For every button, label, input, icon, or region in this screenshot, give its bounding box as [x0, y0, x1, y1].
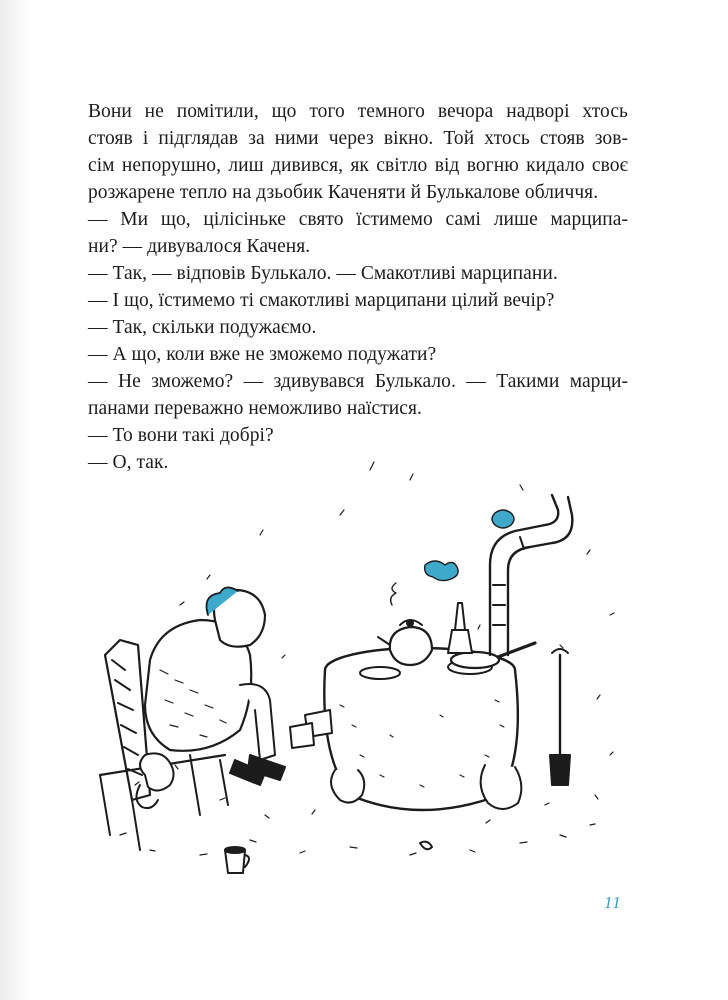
steam-puffs-icon	[391, 510, 514, 605]
page-gutter-shadow	[0, 0, 30, 1000]
story-text	[88, 98, 628, 476]
dialogue-line: — Ми що, цілісіньке свято їстимемо самі лише марципа-	[88, 209, 628, 230]
coffee-pot-icon	[448, 603, 472, 653]
text-line: розжарене тепло на дзьобик Каченяти й Булькалове обличчя.	[88, 182, 599, 203]
dialogue-line: — Так, скільки подужаємо.	[88, 317, 317, 338]
dialogue-line: — І що, їстимемо ті смакотливі марципани цілий вечір?	[88, 290, 555, 311]
dialogue-line: — Не зможемо? — здивувався Булькало. — Такими марци-	[88, 371, 628, 392]
text-line: стояв і підглядав за ними через вікно. Той хтось стояв зов-	[88, 128, 628, 149]
dialogue-line: панами переважно неможливо наїстися.	[88, 398, 422, 419]
text-line: сім непорушно, лиш дивився, як світло від вогню кидало своє	[88, 155, 628, 176]
dialogue-line: — А що, коли вже не зможемо подужати?	[88, 344, 437, 365]
dialogue-line: — О, так.	[88, 452, 169, 473]
small-creature-icon	[136, 753, 173, 808]
page-number: 11	[604, 893, 622, 912]
mug-icon	[225, 847, 249, 873]
dialogue-line: — То вони такі добрі?	[88, 425, 274, 446]
box-icon	[290, 710, 332, 748]
sitting-figure-icon	[145, 587, 285, 785]
shovel-icon	[550, 649, 570, 785]
dialogue-line: — Так, — відповів Булькало. — Смакотливі марципани.	[88, 263, 558, 284]
leaf-icon	[420, 842, 432, 850]
illustration	[90, 455, 630, 885]
dialogue-line: ни? — дивувалося Каченя.	[88, 236, 311, 257]
text-line: Вони не помітили, що того темного вечора надворі хтось	[88, 101, 628, 122]
